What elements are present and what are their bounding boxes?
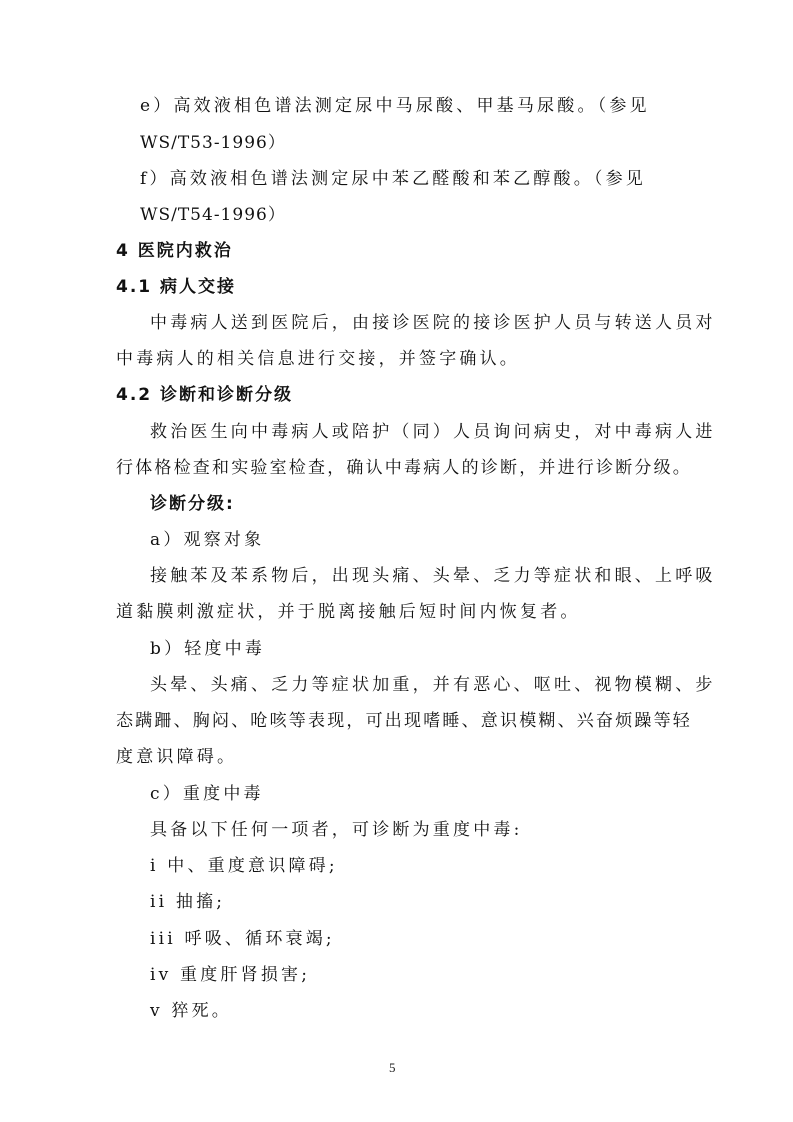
method-f-line-2: WS/T54-1996）	[140, 205, 286, 225]
criterion-iv: iv 重度肝肾损害;	[150, 965, 311, 985]
grade-c-intro: 具备以下任何一项者，可诊断为重度中毒:	[150, 820, 523, 840]
grade-a-line-2: 道黏膜刺激症状，并于脱离接触后短时间内恢复者。	[116, 602, 581, 622]
method-f-line-1: f）高效液相色谱法测定尿中苯乙醛酸和苯乙醇酸。（参见	[140, 169, 646, 189]
criterion-v: v 猝死。	[150, 1001, 233, 1021]
grade-b-title: b）轻度中毒	[150, 639, 266, 659]
grade-b-line-3: 度意识障碍。	[116, 747, 238, 767]
section-4-heading: 4 医院内救治	[116, 241, 233, 261]
criterion-ii: ii 抽搐;	[150, 892, 226, 912]
grade-c-title: c）重度中毒	[150, 784, 264, 804]
grade-b-line-1: 头晕、头痛、乏力等症状加重，并有恶心、呕吐、视物模糊、步	[150, 675, 716, 695]
paragraph-4-1-line-2: 中毒病人的相关信息进行交接，并签字确认。	[116, 349, 520, 369]
paragraph-4-2-line-1: 救治医生向中毒病人或陪护（同）人员询问病史，对中毒病人进	[150, 422, 716, 442]
grade-a-title: a）观察对象	[150, 530, 265, 550]
criterion-i: i 中、重度意识障碍;	[150, 856, 338, 876]
paragraph-4-2-line-2: 行体格检查和实验室检查，确认中毒病人的诊断，并进行诊断分级。	[116, 458, 692, 478]
grade-b-line-2: 态蹒跚、胸闷、呛咳等表现，可出现嗜睡、意识模糊、兴奋烦躁等轻	[116, 711, 692, 731]
paragraph-4-1-line-1: 中毒病人送到医院后，由接诊医院的接诊医护人员与转送人员对	[150, 313, 716, 333]
section-4-2-heading: 4.2 诊断和诊断分级	[116, 385, 294, 405]
criterion-iii: iii 呼吸、循环衰竭;	[150, 929, 335, 949]
grade-a-line-1: 接触苯及苯系物后，出现头痛、头晕、乏力等症状和眼、上呼吸	[150, 566, 716, 586]
section-4-1-heading: 4.1 病人交接	[116, 277, 237, 297]
method-e-line-2: WS/T53-1996）	[140, 133, 286, 153]
method-e-line-1: e）高效液相色谱法测定尿中马尿酸、甲基马尿酸。（参见	[140, 96, 650, 116]
page-number: 5	[389, 1060, 396, 1075]
diagnosis-grading-label: 诊断分级:	[150, 494, 235, 514]
